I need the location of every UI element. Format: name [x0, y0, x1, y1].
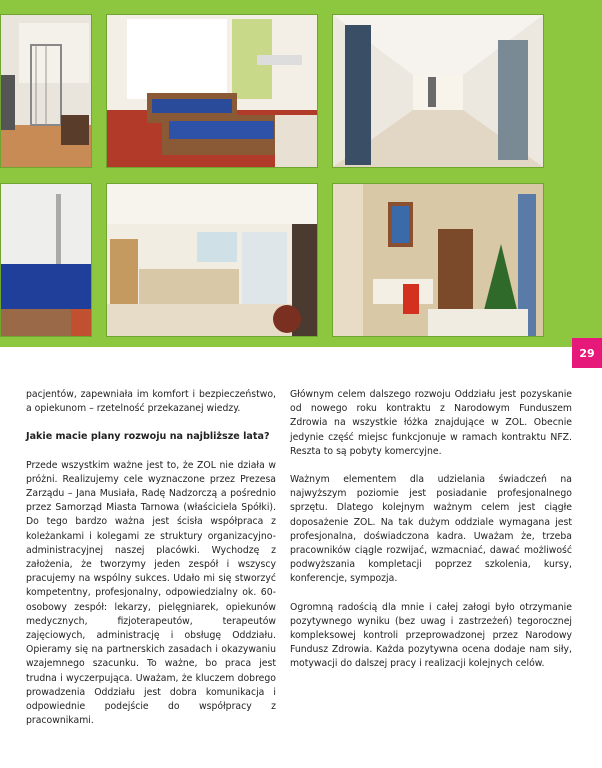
patient-room-beds-photo [106, 14, 318, 168]
left-text-column [26, 388, 276, 742]
rehabilitation-room-photo [0, 14, 92, 168]
paragraph: Głównym celem dalszego rozwoju Oddziału jest pozyskanie od nowego roku kontraktu z Narodowym Funduszem Zdrowia na wszystkie łóżka znajdujące w ZOL. Obecnie jedynie część miejsc funkcjonuje w ramach kontraktu NFZ. Reszta to są pobyty komercyjne. [290, 389, 572, 457]
right-text-column [290, 388, 572, 686]
paragraph: Ogromną radością dla mnie i całej załogi było otrzymanie pozytywnego wyniku (bez uwag i zastrzeżeń) tegorocznej kompleksowej kontroli przeprowadzonej przez Narodowy Fundusz Zdrowia. Każda pozytywna ocena dodaje nam siły, motywacji do dalszej pracy i realizacji kolejnych celów. [290, 601, 572, 670]
page-number: 29 [572, 338, 602, 368]
bathroom-photo [0, 183, 92, 337]
reception-hall-photo [106, 183, 318, 337]
paragraph: Przede wszystkim ważne jest to, że ZOL nie działa w próżni. Realizujemy cele wyznaczone przez Prezesa Zarządu – Jana Musiała, Radę Nadzorczą a pośrednio przez Samorząd Miasta Tarnowa (właściciela Spółki). Do tego bardzo ważna jest ścisła współpraca z koleżankami i kolegami ze struktury organizacyjno-administracyjnej naszej placówki. Wychodzę z założenia, że tworzymy jeden zespół i wszyscy pracujemy na wspólny sukces. Udało mi się stworzyć kompetentny, profesjonalny, odpowiedzialny ok. 60-osobowy zespół: lekarzy, pielęgniarek, opiekunów medycznych, fizjoterapeutów, terapeutów zajęciowych, administrację i obsługę Oddziału. Opieramy się na partnerskich zasadach i okazywaniu wzajemnego szacunku. To ważne, bo praca jest trudna i wyczerpująca. Uważam, że kluczem dobrego prowadzenia Oddziału jest dobra komunikacja i odpowiednie podejście do współpracy z pracownikami. [26, 459, 276, 727]
interview-question-heading: Jakie macie plany rozwoju na najbliższe lata? [26, 431, 270, 443]
chapel-photo [332, 183, 544, 337]
paragraph: pacjentów, zapewniała im komfort i bezpieczeństwo, a opiekunom – rzetelność przekazanej wiedzy. [26, 389, 276, 415]
hospital-corridor-photo [332, 14, 544, 168]
paragraph: Ważnym elementem dla udzielania świadczeń na najwyższym poziomie jest posiadanie profesjonalnego sprzętu. Dlatego kolejnym ważnym celem jest ciągłe doposażenie ZOL. Na tak dużym oddziale wymagana jest profesjonalna, doświadczona kadra. Uważam że, trzeba pracowników ciągle rozwijać, wzmacniać, dawać możliwość podwyższania kompletacji poprzez szkolenia, kursy, konferencje, sympozja. [290, 474, 572, 585]
